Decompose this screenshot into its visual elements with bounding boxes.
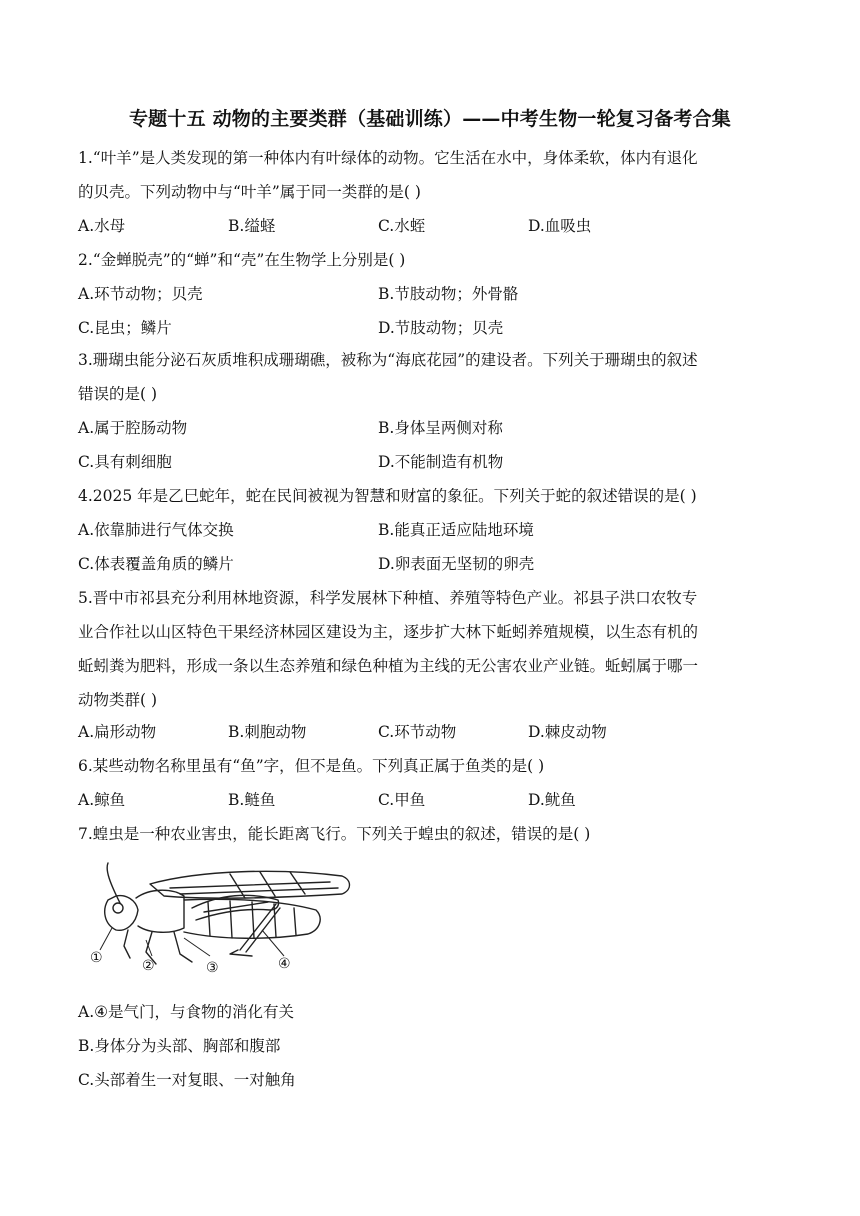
q1-option-d: D.血吸虫 <box>528 217 592 235</box>
q2-option-b: B.节肢动物；外骨骼 <box>378 285 519 303</box>
q5-stem-line3: 蚯蚓粪为肥料，形成一条以生态养殖和绿色种植为主线的无公害农业产业链。蚯蚓属于哪一 <box>78 657 699 675</box>
q5-stem-line1: 5.晋中市祁县充分利用林地资源，科学发展林下种植、养殖等特色产业。祁县子洪口农牧专 <box>78 589 698 607</box>
grasshopper-illustration <box>80 858 360 978</box>
q3-option-b: B.身体呈两侧对称 <box>378 419 503 437</box>
q2-option-d: D.节肢动物；贝壳 <box>378 319 504 337</box>
page-title: 专题十五 动物的主要类群（基础训练）——中考生物一轮复习备考合集 <box>128 108 732 130</box>
q1-stem-line2: 的贝壳。下列动物中与“叶羊”属于同一类群的是( ) <box>78 183 421 201</box>
q7-stem-line1: 7.蝗虫是一种农业害虫，能长距离飞行。下列关于蝗虫的叙述，错误的是( ) <box>78 825 591 843</box>
q5-option-c: C.环节动物 <box>378 723 457 741</box>
q5-option-d: D.棘皮动物 <box>528 723 607 741</box>
q1-option-c: C.水蛭 <box>378 217 426 235</box>
q1-option-a: A.水母 <box>78 217 126 235</box>
q2-stem-line1: 2.“金蝉脱壳”的“蝉”和“壳”在生物学上分别是( ) <box>78 251 406 269</box>
figure-label-3: ③ <box>206 960 219 976</box>
q5-option-b: B.刺胞动物 <box>228 723 307 741</box>
q4-option-a: A.依靠肺进行气体交换 <box>78 521 234 539</box>
figure-label-4: ④ <box>278 956 291 972</box>
q3-stem-line2: 错误的是( ) <box>78 385 158 403</box>
q3-option-d: D.不能制造有机物 <box>378 453 504 471</box>
q4-stem-line1: 4.2025 年是乙巳蛇年，蛇在民间被视为智慧和财富的象征。下列关于蛇的叙述错误的是( ) <box>78 487 697 505</box>
q7-option-c: C.头部着生一对复眼、一对触角 <box>78 1071 296 1089</box>
q6-option-d: D.鱿鱼 <box>528 791 576 809</box>
q4-option-b: B.能真正适应陆地环境 <box>378 521 534 539</box>
q4-option-c: C.体表覆盖角质的鳞片 <box>78 555 234 573</box>
q6-stem-line1: 6.某些动物名称里虽有“鱼”字，但不是鱼。下列真正属于鱼类的是( ) <box>78 757 545 775</box>
q1-option-b: B.缢蛏 <box>228 217 276 235</box>
grasshopper-figure <box>80 858 360 978</box>
q2-option-a: A.环节动物；贝壳 <box>78 285 203 303</box>
q3-stem-line1: 3.珊瑚虫能分泌石灰质堆积成珊瑚礁，被称为“海底花园”的建设者。下列关于珊瑚虫的叙述 <box>78 351 698 369</box>
q2-option-c: C.昆虫；鳞片 <box>78 319 172 337</box>
q3-option-c: C.具有刺细胞 <box>78 453 172 471</box>
q6-option-c: C.甲鱼 <box>378 791 426 809</box>
q6-option-b: B.鲢鱼 <box>228 791 276 809</box>
q3-option-a: A.属于腔肠动物 <box>78 419 188 437</box>
figure-label-1: ① <box>90 950 103 966</box>
q6-option-a: A.鲸鱼 <box>78 791 126 809</box>
q7-option-b: B.身体分为头部、胸部和腹部 <box>78 1037 281 1055</box>
q1-stem-line1: 1.“叶羊”是人类发现的第一种体内有叶绿体的动物。它生活在水中，身体柔软，体内有退化 <box>78 149 698 167</box>
q5-option-a: A.扁形动物 <box>78 723 157 741</box>
q5-stem-line4: 动物类群( ) <box>78 691 158 709</box>
q5-stem-line2: 业合作社以山区特色干果经济林园区建设为主，逐步扩大林下蚯蚓养殖规模，以生态有机的 <box>78 623 699 641</box>
q7-option-a: A.④是气门，与食物的消化有关 <box>78 1003 295 1021</box>
q4-option-d: D.卵表面无坚韧的卵壳 <box>378 555 535 573</box>
figure-label-2: ② <box>142 958 155 974</box>
